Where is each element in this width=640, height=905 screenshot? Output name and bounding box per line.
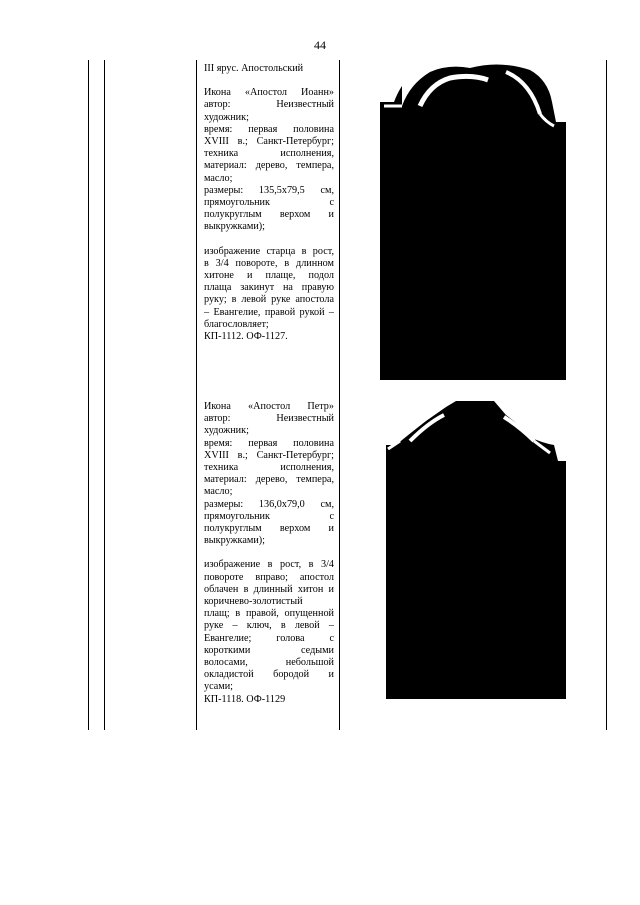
- entry-lines: [204, 87, 334, 343]
- text-line: художник;: [204, 111, 249, 123]
- text-line: облачен в длинный хитон и: [204, 583, 334, 595]
- text-line: изображение в рост, в 3/4: [204, 559, 334, 571]
- text-line: время: первая половина: [204, 123, 334, 135]
- entry-description: [204, 401, 334, 706]
- text-line: коричнево-золотистый: [204, 596, 303, 608]
- text-line: усами;: [204, 681, 233, 693]
- section-heading: III ярус. Апостольский: [204, 63, 304, 74]
- icon-photo-apostle-peter: [386, 401, 566, 699]
- text-line: Икона «Апостол Иоанн»: [204, 87, 334, 99]
- table-rule: [606, 60, 607, 730]
- table-rule: [88, 60, 89, 730]
- text-line: масло;: [204, 172, 233, 184]
- text-line: Евангелие; голова с: [204, 632, 334, 644]
- text-line: повороте вправо; апостол: [204, 571, 334, 583]
- text-line: полукруглым верхом и: [204, 523, 334, 535]
- text-line: КП-1118. ОФ-1129: [204, 693, 286, 705]
- text-line: руку; в левой руке апостола: [204, 294, 334, 306]
- table-rule: [339, 60, 340, 730]
- text-line: выкружками);: [204, 221, 266, 233]
- text-line: выкружками);: [204, 535, 266, 547]
- table-rule: [104, 60, 105, 730]
- text-line: прямоугольник с: [204, 197, 334, 209]
- text-line: короткими седыми: [204, 644, 334, 656]
- text-line: – Евангелие, правой рукой –: [204, 306, 334, 318]
- text-line: масло;: [204, 486, 233, 498]
- text-line: размеры: 135,5х79,5 см,: [204, 184, 334, 196]
- icon-photo-apostle-john: [380, 62, 566, 380]
- text-line: размеры: 136,0х79,0 см,: [204, 498, 334, 510]
- text-line: материал: дерево, темпера,: [204, 474, 334, 486]
- text-line: техника исполнения,: [204, 148, 334, 160]
- text-line: благословляет;: [204, 318, 269, 330]
- text-line: КП-1112. ОФ-1127.: [204, 331, 288, 343]
- text-line: плаща закинут на правую: [204, 282, 334, 294]
- text-line: хитоне и плаще, подол: [204, 270, 334, 282]
- text-line: руке – ключ, в левой –: [204, 620, 334, 632]
- entry-description: [204, 63, 334, 343]
- text-line: автор: Неизвестный: [204, 413, 334, 425]
- paragraph-gap: [204, 234, 334, 246]
- table-rule: [196, 60, 197, 730]
- entry-lines: [204, 401, 334, 706]
- paragraph-gap: [204, 547, 334, 559]
- text-line: XVIII в.; Санкт-Петербург;: [204, 136, 334, 148]
- text-line: прямоугольник с: [204, 510, 334, 522]
- text-line: изображение старца в рост,: [204, 245, 334, 257]
- text-line: в 3/4 повороте, в длинном: [204, 257, 334, 269]
- text-line: автор: Неизвестный: [204, 99, 334, 111]
- text-line: окладистой бородой и: [204, 669, 334, 681]
- page-number: 44: [314, 38, 326, 52]
- text-line: Икона «Апостол Петр»: [204, 401, 334, 412]
- text-line: техника исполнения,: [204, 462, 334, 474]
- text-line: полукруглым верхом и: [204, 209, 334, 221]
- text-line: плащ; в правой, опущенной: [204, 608, 334, 620]
- text-line: волосами, небольшой: [204, 657, 334, 669]
- text-line: XVIII в.; Санкт-Петербург;: [204, 449, 334, 461]
- text-line: материал: дерево, темпера,: [204, 160, 334, 172]
- text-line: художник;: [204, 425, 249, 437]
- text-line: время: первая половина: [204, 437, 334, 449]
